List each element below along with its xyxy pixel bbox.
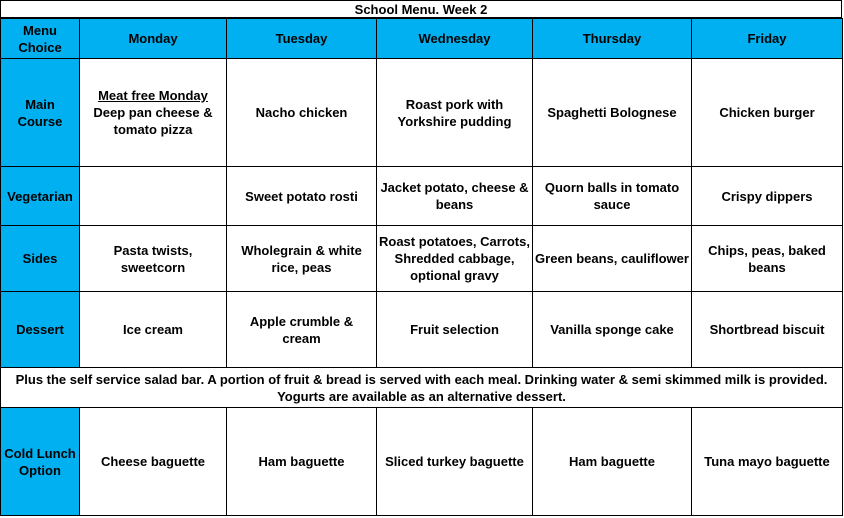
main-course-friday: Chicken burger: [692, 59, 843, 167]
vegetarian-friday: Crispy dippers: [692, 167, 843, 226]
header-wednesday: Wednesday: [377, 19, 533, 59]
sides-thursday: Green beans, cauliflower: [533, 226, 692, 292]
cold-lunch-friday: Tuna mayo baguette: [692, 408, 843, 516]
cold-lunch-wednesday: Sliced turkey baguette: [377, 408, 533, 516]
salad-bar-note: Plus the self service salad bar. A portion of fruit & bread is served with each meal. Drinking water & semi skimmed milk is provided. Yogurts are available as an alternative dessert.: [1, 368, 843, 408]
dessert-wednesday: Fruit selection: [377, 292, 533, 368]
main-course-wednesday: Roast pork with Yorkshire pudding: [377, 59, 533, 167]
menu-table: [0, 18, 843, 516]
header-menu-choice: Menu Choice: [1, 19, 80, 59]
meat-free-monday-heading: Meat free Monday: [98, 88, 208, 103]
main-course-monday-text: Deep pan cheese & tomato pizza: [93, 105, 213, 137]
vegetarian-thursday: Quorn balls in tomato sauce: [533, 167, 692, 226]
header-thursday: Thursday: [533, 19, 692, 59]
sides-tuesday: Wholegrain & white rice, peas: [227, 226, 377, 292]
page-title: School Menu. Week 2: [0, 0, 842, 18]
sides-friday: Chips, peas, baked beans: [692, 226, 843, 292]
row-label-sides: Sides: [1, 226, 80, 292]
header-friday: Friday: [692, 19, 843, 59]
vegetarian-row: [1, 167, 843, 226]
row-label-main-course: Main Course: [1, 59, 80, 167]
vegetarian-tuesday: Sweet potato rosti: [227, 167, 377, 226]
cold-lunch-row: [1, 408, 843, 516]
dessert-thursday: Vanilla sponge cake: [533, 292, 692, 368]
cold-lunch-tuesday: Ham baguette: [227, 408, 377, 516]
main-course-row: [1, 59, 843, 167]
note-row: [1, 368, 843, 408]
header-monday: Monday: [80, 19, 227, 59]
dessert-monday: Ice cream: [80, 292, 227, 368]
row-label-vegetarian: Vegetarian: [1, 167, 80, 226]
dessert-tuesday: Apple crumble & cream: [227, 292, 377, 368]
vegetarian-monday: [80, 167, 227, 226]
header-tuesday: Tuesday: [227, 19, 377, 59]
row-label-dessert: Dessert: [1, 292, 80, 368]
sides-monday: Pasta twists, sweetcorn: [80, 226, 227, 292]
vegetarian-wednesday: Jacket potato, cheese & beans: [377, 167, 533, 226]
dessert-friday: Shortbread biscuit: [692, 292, 843, 368]
dessert-row: [1, 292, 843, 368]
sides-wednesday: Roast potatoes, Carrots, Shredded cabbage, optional gravy: [377, 226, 533, 292]
row-label-cold-lunch: Cold Lunch Option: [1, 408, 80, 516]
cold-lunch-monday: Cheese baguette: [80, 408, 227, 516]
main-course-monday: [80, 59, 227, 167]
sides-row: [1, 226, 843, 292]
main-course-tuesday: Nacho chicken: [227, 59, 377, 167]
header-row: [1, 19, 843, 59]
cold-lunch-thursday: Ham baguette: [533, 408, 692, 516]
main-course-thursday: Spaghetti Bolognese: [533, 59, 692, 167]
